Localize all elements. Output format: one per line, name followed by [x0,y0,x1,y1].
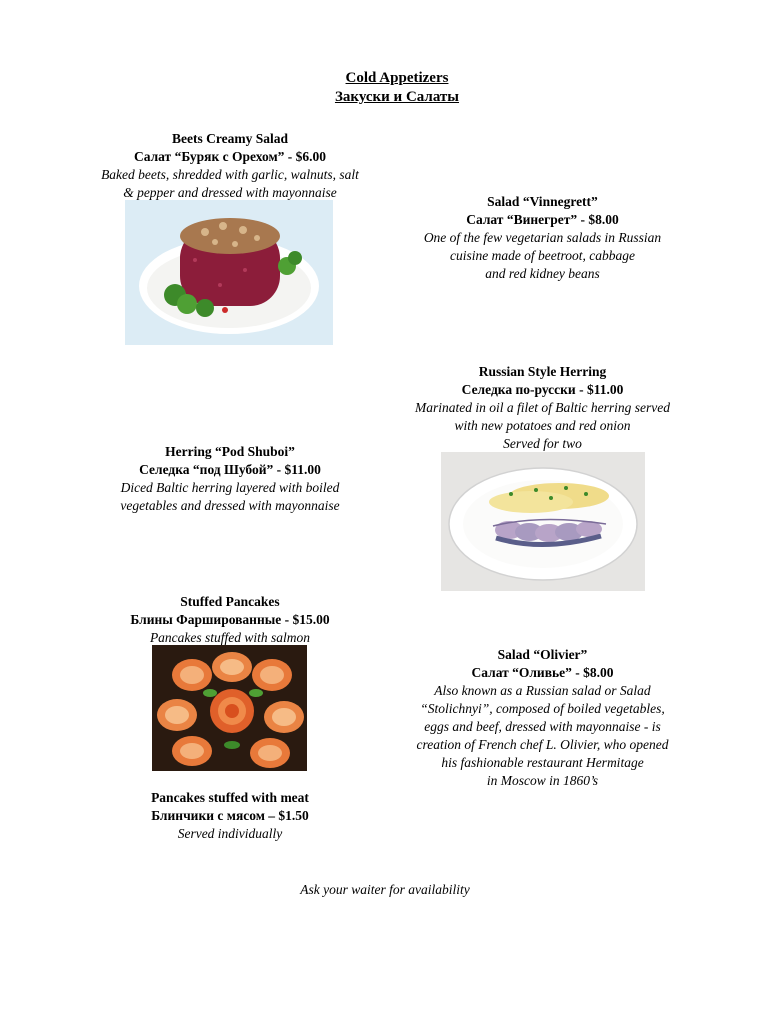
item-name-russian-price: Блинчики с мясом – $1.50 [151,808,309,823]
menu-item-vinnegrett [370,193,715,283]
item-name: Russian Style Herring [478,364,607,379]
item-name: Salad “Olivier” [497,647,588,662]
item-name-russian-price: Селедка “под Шубой” - $11.00 [139,462,321,477]
item-description-line: in Moscow in 1860’s [486,773,599,788]
menu-item-beets-salad [60,130,400,202]
item-name: Herring “Pod Shuboi” [165,444,295,459]
page-title-russian: Закуски и Салаты [334,89,460,105]
item-name-russian-price: Блины Фаршированные - $15.00 [130,612,330,627]
item-name-russian-price: Салат “Винегрет” - $8.00 [466,212,619,227]
item-name: Beets Creamy Salad [172,131,288,146]
russian-herring-photo [441,452,645,591]
availability-note: Ask your waiter for availability [300,882,470,897]
item-description-line: Pancakes stuffed with salmon [149,630,311,645]
item-description-line: and red kidney beans [485,266,600,281]
item-description-line: Also known as a Russian salad or Salad [434,683,651,698]
menu-item-salad-olivier [370,646,715,790]
item-description-line: with new potatoes and red onion [454,418,631,433]
item-description-line: cuisine made of beetroot, cabbage [449,248,636,263]
item-description-line: Baked beets, shredded with garlic, walnuts, salt [101,167,359,182]
item-description-line: Diced Baltic herring layered with boiled [120,480,340,495]
item-name: Salad “Vinnegrett” [487,194,598,209]
item-description-line: & pepper and dressed with mayonnaise [123,185,337,200]
menu-item-meat-pancakes [60,789,400,843]
item-name-russian-price: Селедка по-русски - $11.00 [461,382,624,397]
item-description-line: Served individually [177,826,283,841]
item-description-line: eggs and beef, dressed with mayonnaise - is [424,719,661,734]
item-name: Pancakes stuffed with meat [151,790,309,805]
header [0,69,768,107]
stuffed-pancakes-photo [152,645,307,771]
beets-salad-photo [125,200,333,345]
menu-item-stuffed-pancakes [60,593,400,647]
item-description-line: creation of French chef L. Olivier, who opened [416,737,669,752]
item-description-line: “Stolichnyi”, composed of boiled vegetables, [420,701,665,716]
item-description-line: Marinated in oil a filet of Baltic herring served [415,400,670,415]
item-description-line: his fashionable restaurant Hermitage [441,755,644,770]
item-name: Stuffed Pancakes [180,594,280,609]
item-description-line: vegetables and dressed with mayonnaise [120,498,340,513]
item-description-line: One of the few vegetarian salads in Russian [423,230,662,245]
menu-item-russian-herring [370,363,715,453]
menu-item-herring-pod-shuboi [60,443,400,515]
item-name-russian-price: Салат “Оливье” - $8.00 [471,665,614,680]
item-name-russian-price: Салат “Буряк с Орехом” - $6.00 [133,149,327,164]
item-description-line: Served for two [503,436,582,451]
page-title: Cold Appetizers [345,70,449,86]
